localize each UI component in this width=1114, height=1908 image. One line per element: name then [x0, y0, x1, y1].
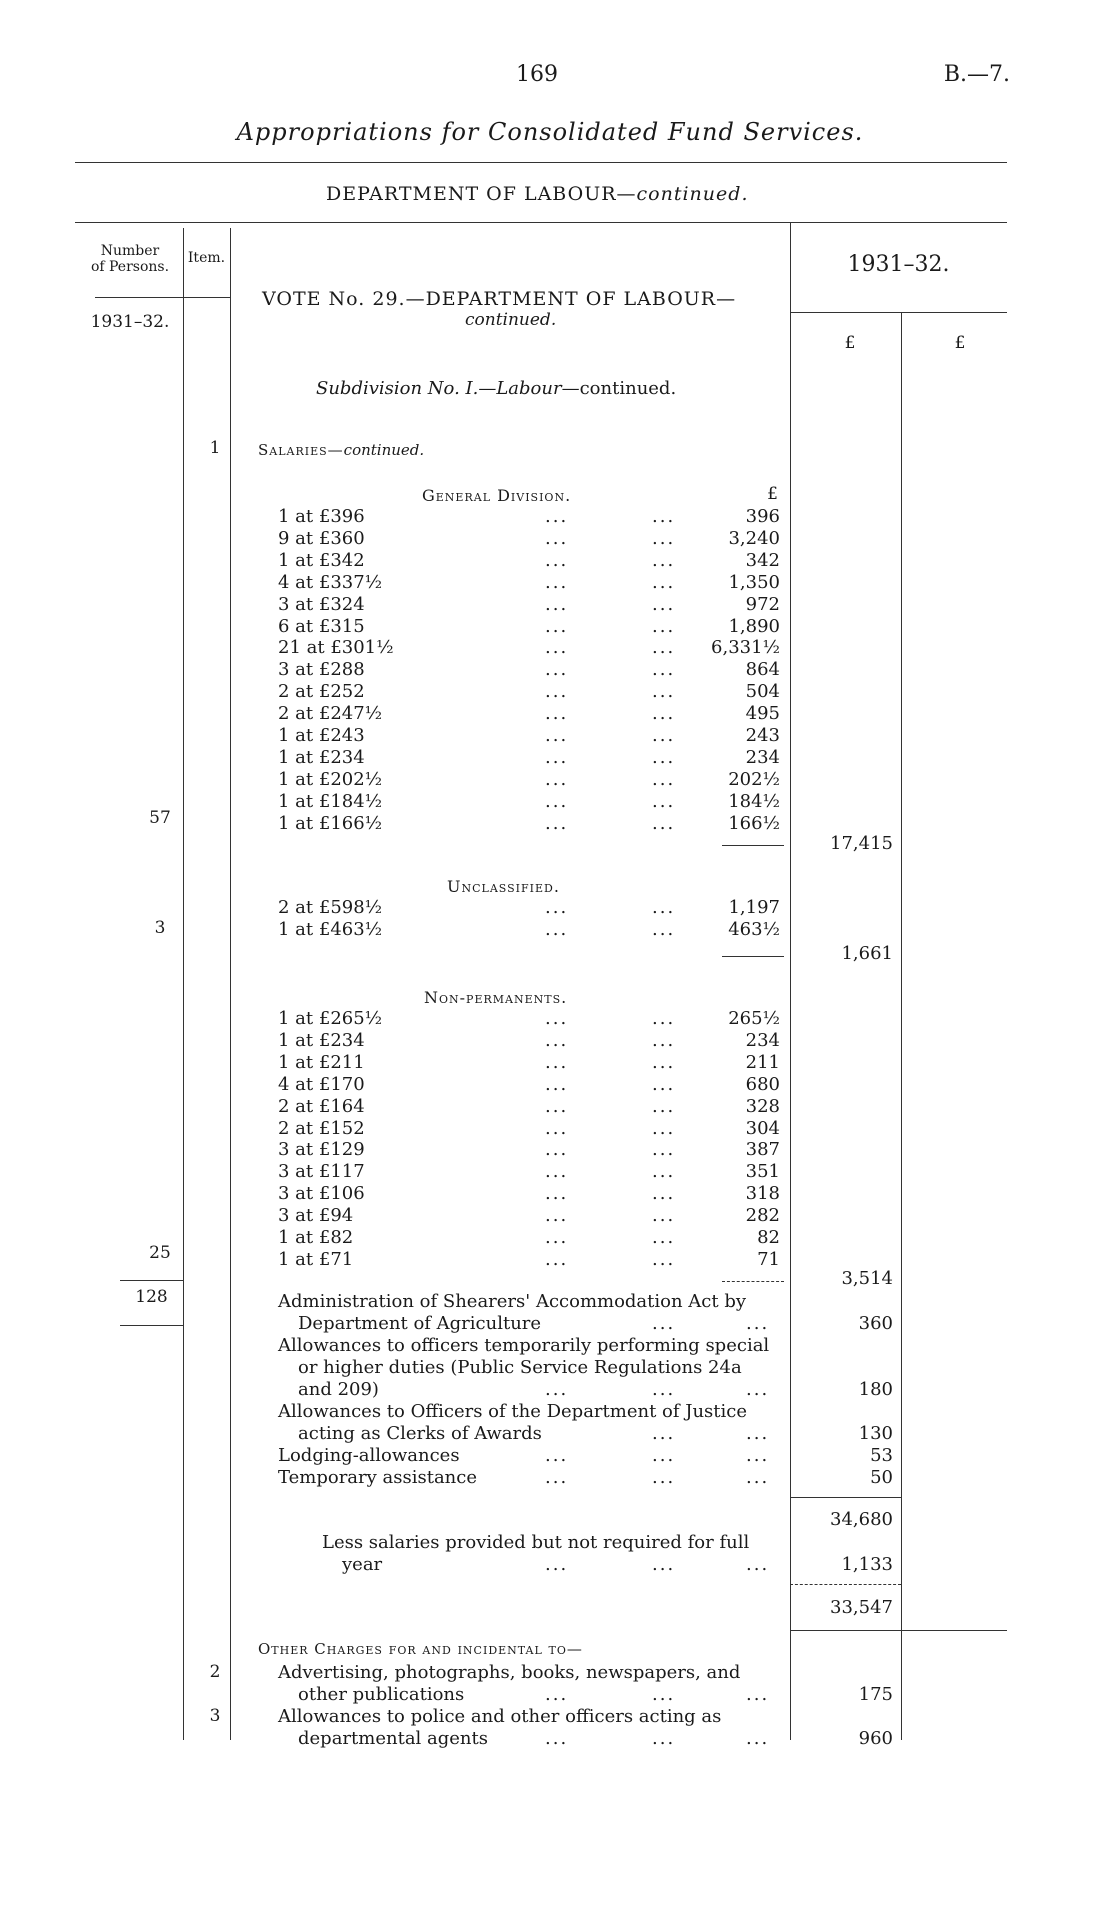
general-division-leader: ... [652, 506, 676, 527]
general-division-amount: 972 [745, 593, 780, 615]
general-division-amount: 1,890 [728, 615, 780, 637]
non-permanents-leader: ... [545, 1227, 569, 1248]
subtotal-amount: 34,680 [830, 1509, 893, 1530]
non-permanents-leader: ... [545, 1139, 569, 1161]
non-permanents-leader: ... [545, 1029, 569, 1051]
unclassified-leader: ... [545, 897, 569, 918]
unclassified-grade: 1 at £463½ [278, 919, 383, 940]
non-permanents-leader: ... [652, 1227, 676, 1248]
special-duties-amount: 180 [858, 1379, 893, 1400]
general-division-leader: ... [545, 659, 569, 681]
non-permanents-amount: 82 [757, 1227, 780, 1248]
general-division-leader: ... [652, 790, 676, 812]
special-duties-line-3: and 209) [298, 1379, 379, 1400]
less-salaries-leader-3: ... [746, 1554, 770, 1575]
general-division-amount: 6,331½ [711, 637, 780, 659]
unclassified-amount: 463½ [728, 919, 780, 940]
non-permanents-grade: 3 at £117 [278, 1161, 365, 1183]
item-number-2: 2 [209, 1662, 221, 1682]
non-permanents-amount: 351 [745, 1161, 780, 1183]
police-allowances-line-2: departmental agents [298, 1728, 488, 1749]
justice-leader-1: ... [652, 1423, 676, 1444]
lodging-allowances: Lodging-allowances [278, 1445, 460, 1466]
non-permanents-amount: 680 [745, 1073, 780, 1095]
general-division-leader: ... [545, 549, 569, 571]
general-division-grade: 1 at £396 [278, 506, 365, 527]
justice-line-2: acting as Clerks of Awards [298, 1423, 542, 1444]
lodging-leader-2: ... [652, 1445, 676, 1466]
non-permanents-persons: 25 [149, 1243, 171, 1263]
net-total-amount: 33,547 [830, 1597, 893, 1618]
general-division-amount: 184½ [728, 790, 780, 812]
salaries-continued: continued. [343, 441, 425, 459]
general-division-leader: ... [545, 812, 569, 834]
non-permanents-amount: 234 [745, 1029, 780, 1051]
non-permanents-leader: ... [652, 1117, 676, 1139]
col-header-item: Item. [187, 250, 226, 266]
general-division-leader: ... [652, 637, 676, 659]
pound-header-1: £ [844, 333, 856, 353]
general-division-heading: General Division. [422, 486, 572, 505]
justice-line-1: Allowances to Officers of the Department of Justice [278, 1401, 748, 1422]
general-division-grade: 6 at £315 [278, 615, 365, 637]
advertising-line-2: other publications [298, 1684, 465, 1705]
subdivision-heading [316, 378, 676, 399]
general-division-grade: 3 at £324 [278, 593, 365, 615]
shearers-leader-1: ... [652, 1313, 676, 1334]
non-permanents-grade: 3 at £129 [278, 1139, 365, 1161]
non-permanents-grade: 2 at £152 [278, 1117, 365, 1139]
non-permanents-leader: ... [652, 1095, 676, 1117]
shearers-leader-2: ... [746, 1313, 770, 1334]
other-charges-heading: Other Charges for and incidental to— [258, 1640, 583, 1658]
general-division-leader: ... [545, 746, 569, 768]
special-duties-line-2: or higher duties (Public Service Regulations 24a [298, 1357, 742, 1378]
vote-title: VOTE No. 29.—DEPARTMENT OF LABOUR— [262, 288, 737, 310]
general-division-leader: ... [652, 746, 676, 768]
non-permanents-leader: ... [652, 1008, 676, 1029]
col-rule-amount [901, 312, 902, 1740]
police-allowances-amount: 960 [858, 1728, 893, 1749]
total-persons: 128 [135, 1287, 168, 1307]
general-division-persons: 57 [149, 808, 171, 828]
less-salaries-leader-2: ... [652, 1554, 676, 1575]
general-division-grade: 1 at £234 [278, 746, 365, 768]
non-permanents-amount: 318 [745, 1183, 780, 1205]
persons-total-rule-bottom [120, 1325, 183, 1326]
persons-header-rule [95, 297, 230, 298]
non-permanents-amount: 282 [745, 1205, 780, 1227]
general-division-amount: 504 [745, 681, 780, 703]
less-salaries-amount: 1,133 [841, 1554, 893, 1575]
general-division-grade: 2 at £247½ [278, 703, 383, 725]
non-permanents-leader: ... [652, 1183, 676, 1205]
non-permanents-leader: ... [545, 1095, 569, 1117]
non-permanents-grade: 3 at £106 [278, 1183, 365, 1205]
non-permanents-amount: 304 [745, 1117, 780, 1139]
unclassified-leader: ... [545, 919, 569, 940]
general-division-leader: ... [545, 790, 569, 812]
non-permanents-leader: ... [545, 1205, 569, 1227]
net-total-rule-top [790, 1584, 901, 1585]
general-division-amount: 1,350 [728, 571, 780, 593]
non-permanents-leader: ... [652, 1161, 676, 1183]
general-division-leader: ... [545, 615, 569, 637]
item-number-1: 1 [209, 438, 221, 458]
non-permanents-amount: 387 [745, 1139, 780, 1161]
special-duties-leader-2: ... [652, 1379, 676, 1400]
general-division-grade: 1 at £243 [278, 725, 365, 746]
department-name: DEPARTMENT OF LABOUR— [326, 183, 637, 205]
temporary-amount: 50 [870, 1467, 893, 1488]
non-permanents-amount: 328 [745, 1095, 780, 1117]
special-duties-leader-1: ... [545, 1379, 569, 1400]
non-permanents-total: 3,514 [841, 1268, 893, 1289]
non-permanents-leader: ... [545, 1073, 569, 1095]
lodging-amount: 53 [870, 1445, 893, 1466]
non-permanents-leader: ... [652, 1051, 676, 1073]
general-division-amount: 864 [745, 659, 780, 681]
unclassified-persons: 3 [154, 918, 166, 938]
general-division-grade: 3 at £288 [278, 659, 365, 681]
non-permanents-leader: ... [652, 1139, 676, 1161]
temporary-leader-3: ... [746, 1467, 770, 1488]
general-division-grade: 21 at £301½ [278, 637, 394, 659]
general-division-leader: ... [652, 659, 676, 681]
subdivision-title: Subdivision No. I.—Labour— [316, 378, 580, 399]
general-division-leader: ... [652, 615, 676, 637]
general-division-leader: ... [545, 527, 569, 549]
special-duties-leader-3: ... [746, 1379, 770, 1400]
page-number: 169 [516, 62, 558, 87]
general-division-amount: 166½ [728, 812, 780, 834]
col-header-persons [80, 243, 180, 275]
general-division-leader: ... [545, 637, 569, 659]
col-header-persons-l2: of Persons. [90, 259, 170, 275]
general-division-leader: ... [545, 506, 569, 527]
advertising-leader-1: ... [545, 1684, 569, 1705]
non-permanents-amount: 71 [757, 1248, 780, 1270]
non-permanents-grade: 2 at £164 [278, 1095, 365, 1117]
general-division-leader: ... [545, 593, 569, 615]
non-permanents-leader: ... [545, 1161, 569, 1183]
non-permanents-leader: ... [545, 1117, 569, 1139]
general-division-amount: 202½ [728, 768, 780, 790]
persons-total-rule-top [120, 1280, 183, 1281]
non-permanents-leader: ... [652, 1205, 676, 1227]
report-reference: B.—7. [943, 62, 1010, 87]
unclassified-rule [722, 956, 784, 957]
header-rule [75, 162, 1007, 163]
advertising-leader-3: ... [746, 1684, 770, 1705]
non-permanents-grade: 1 at £82 [278, 1227, 354, 1248]
unclassified-grade: 2 at £598½ [278, 897, 383, 918]
non-permanents-leader: ... [545, 1051, 569, 1073]
col-rule-persons [183, 228, 184, 1740]
unclassified-leader: ... [652, 919, 676, 940]
vote-continued: continued. [465, 310, 557, 330]
advertising-leader-2: ... [652, 1684, 676, 1705]
unclassified-amount: 1,197 [728, 897, 780, 918]
non-permanents-grade: 1 at £211 [278, 1051, 365, 1073]
general-division-grade: 1 at £342 [278, 549, 365, 571]
non-permanents-grade: 1 at £71 [278, 1248, 354, 1270]
advertising-amount: 175 [858, 1684, 893, 1705]
page-title: Appropriations for Consolidated Fund Services. [236, 118, 864, 146]
general-division-leader: ... [652, 549, 676, 571]
non-permanents-leader: ... [545, 1248, 569, 1270]
police-leader-1: ... [545, 1728, 569, 1749]
amount-header-rule [790, 312, 1007, 313]
col-rule-desc [790, 222, 791, 1740]
less-salaries-line-1: Less salaries provided but not required for full [322, 1532, 750, 1553]
general-division-amount: 342 [745, 549, 780, 571]
general-division-leader: ... [652, 681, 676, 703]
unclassified-leader: ... [652, 897, 676, 918]
non-permanents-leader: ... [545, 1183, 569, 1205]
persons-year-label: 1931–32. [90, 312, 170, 332]
general-division-leader: ... [545, 768, 569, 790]
justice-amount: 130 [858, 1423, 893, 1444]
unclassified-heading: Unclassified. [447, 877, 560, 896]
general-division-leader: ... [545, 725, 569, 746]
general-division-amount: 396 [745, 506, 780, 527]
general-division-leader: ... [652, 725, 676, 746]
col-header-persons-l1: Number [100, 243, 160, 259]
general-division-grade: 1 at £166½ [278, 812, 383, 834]
general-division-leader: ... [545, 681, 569, 703]
general-division-rule [722, 845, 784, 846]
temporary-assistance: Temporary assistance [278, 1467, 478, 1488]
item-number-3: 3 [209, 1706, 221, 1726]
general-division-grade: 1 at £202½ [278, 768, 383, 790]
shearers-amount: 360 [858, 1313, 893, 1334]
general-division-leader: ... [652, 527, 676, 549]
col-header-year: 1931–32. [847, 252, 950, 277]
general-division-amount: 234 [745, 746, 780, 768]
shearers-line-2: Department of Agriculture [298, 1313, 542, 1334]
table-top-rule [75, 222, 1007, 223]
general-division-amount: 495 [745, 703, 780, 725]
general-division-grade: 1 at £184½ [278, 790, 383, 812]
salaries-label: Salaries— [258, 441, 344, 459]
general-division-amount: 243 [745, 725, 780, 746]
special-duties-line-1: Allowances to officers temporarily performing special [278, 1335, 770, 1356]
non-permanents-grade: 4 at £170 [278, 1073, 365, 1095]
advertising-line-1: Advertising, photographs, books, newspapers, and [278, 1662, 741, 1683]
department-heading [326, 183, 748, 205]
general-division-leader: ... [652, 593, 676, 615]
general-division-leader: ... [545, 571, 569, 593]
general-division-amount: 3,240 [728, 527, 780, 549]
general-division-leader: ... [545, 703, 569, 725]
lodging-leader-3: ... [746, 1445, 770, 1466]
temporary-leader-2: ... [652, 1467, 676, 1488]
salaries-heading [258, 441, 424, 459]
lodging-leader-1: ... [545, 1445, 569, 1466]
police-leader-3: ... [746, 1728, 770, 1749]
less-salaries-leader-1: ... [545, 1554, 569, 1575]
general-division-grade: 4 at £337½ [278, 571, 383, 593]
general-division-pound: £ [767, 484, 778, 504]
general-division-leader: ... [652, 812, 676, 834]
non-permanents-amount: 265½ [728, 1008, 780, 1029]
subtotal-rule [790, 1497, 901, 1498]
general-division-leader: ... [652, 703, 676, 725]
non-permanents-leader: ... [652, 1029, 676, 1051]
general-division-grade: 2 at £252 [278, 681, 365, 703]
net-total-rule-bottom [790, 1630, 1007, 1631]
non-permanents-leader: ... [652, 1248, 676, 1270]
non-permanents-grade: 1 at £234 [278, 1029, 365, 1051]
general-division-leader: ... [652, 768, 676, 790]
general-division-total: 17,415 [830, 833, 893, 854]
non-permanents-leader: ... [545, 1008, 569, 1029]
subdivision-continued: continued. [579, 378, 677, 399]
non-permanents-leader: ... [652, 1073, 676, 1095]
justice-leader-2: ... [746, 1423, 770, 1444]
non-permanents-heading: Non-permanents. [424, 988, 568, 1007]
police-allowances-line-1: Allowances to police and other officers acting as [278, 1706, 722, 1727]
police-leader-2: ... [652, 1728, 676, 1749]
general-division-leader: ... [652, 571, 676, 593]
col-rule-item [230, 228, 231, 1740]
pound-header-2: £ [954, 333, 966, 353]
temporary-leader-1: ... [545, 1467, 569, 1488]
unclassified-total: 1,661 [841, 943, 893, 964]
non-permanents-amount: 211 [745, 1051, 780, 1073]
non-permanents-rule [722, 1281, 784, 1282]
general-division-grade: 9 at £360 [278, 527, 365, 549]
non-permanents-grade: 3 at £94 [278, 1205, 354, 1227]
department-continued: continued. [636, 183, 749, 205]
shearers-line-1: Administration of Shearers' Accommodation Act by [278, 1291, 747, 1312]
non-permanents-grade: 1 at £265½ [278, 1008, 383, 1029]
less-salaries-line-2: year [342, 1554, 383, 1575]
